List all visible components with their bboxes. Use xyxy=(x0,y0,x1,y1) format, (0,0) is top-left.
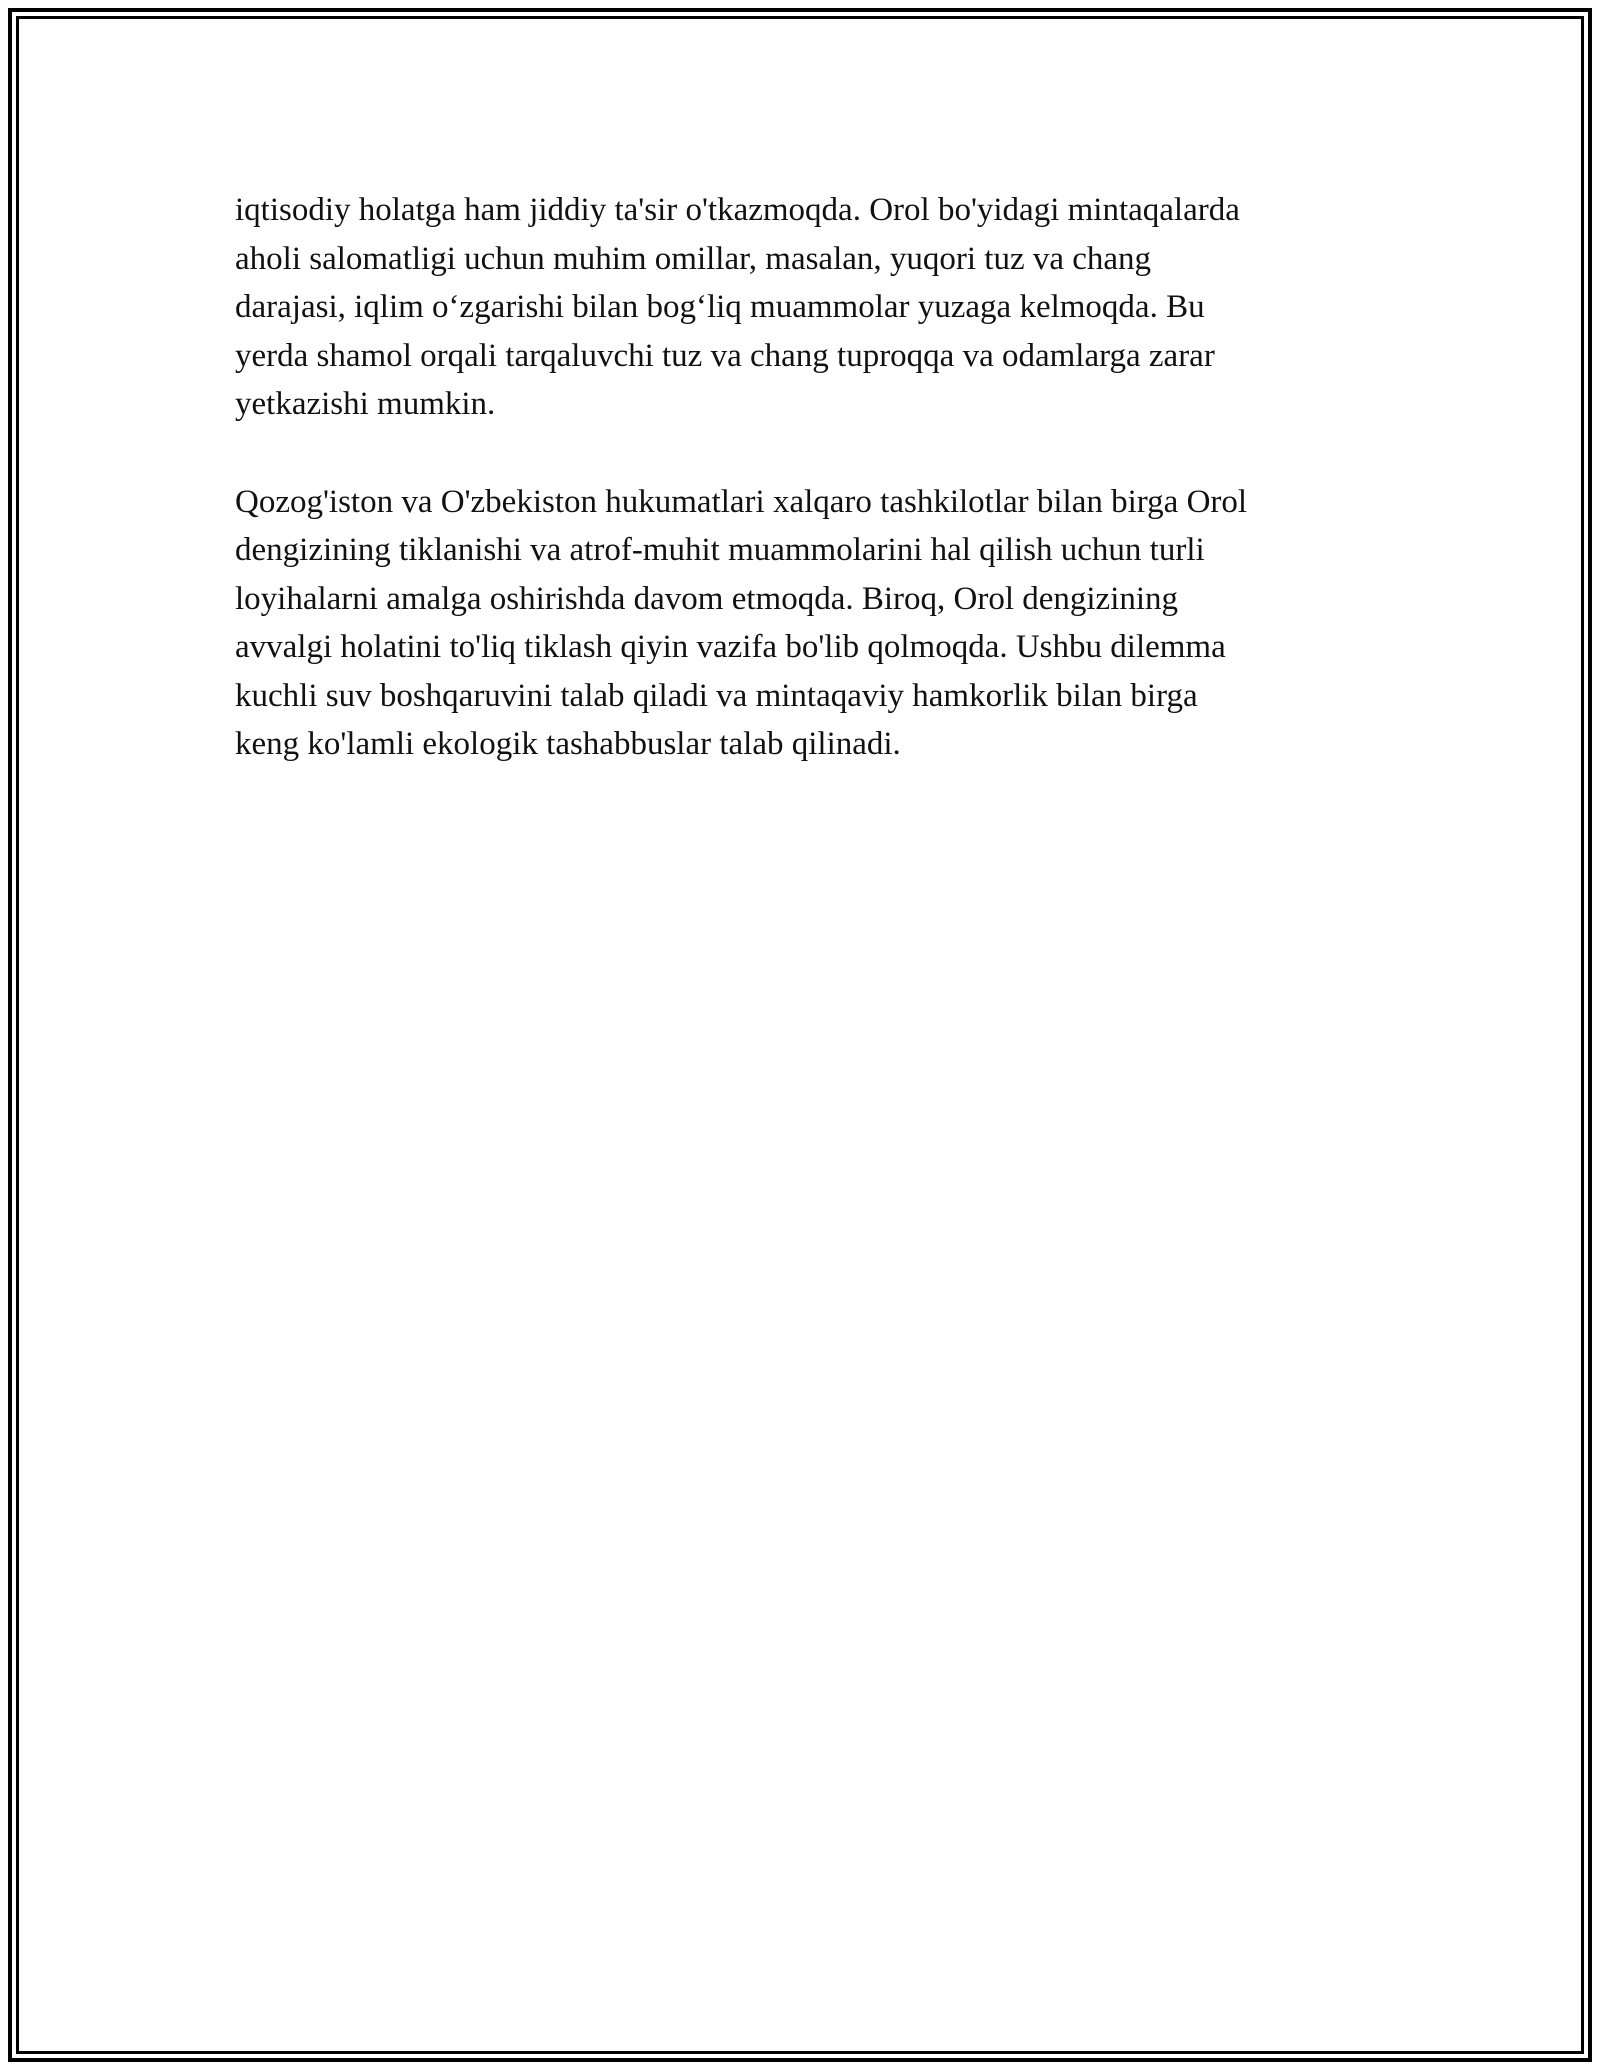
paragraph-1: iqtisodiy holatga ham jiddiy ta'sir o'tkazmoqda. Orol bo'yidagi mintaqalarda aholi salomatligi uchun muhim omillar, masalan, yuqori tuz va chang darajasi, iqlim o‘zgarishi bilan bog‘liq muammolar yuzaga kelmoqda. Bu yerda shamol orqali tarqaluvchi tuz va chang tuproqqa va odamlarga zarar yetkazishi mumkin. xyxy=(235,192,1240,422)
document-body xyxy=(235,186,1385,818)
paragraph-2: Qozog'iston va O'zbekiston hukumatlari xalqaro tashkilotlar bilan birga Orol dengizining tiklanishi va atrof-muhit muammolarini hal qilish uchun turli loyihalarni amalga oshirishda davom etmoqda. Biroq, Orol dengizining avvalgi holatini to'liq tiklash qiyin vazifa bo'lib qolmoqda. Ushbu dilemma kuchli suv boshqaruvini talab qiladi va mintaqaviy hamkorlik bilan birga keng ko'lamli ekologik tashabbuslar talab qilinadi. xyxy=(235,483,1248,762)
